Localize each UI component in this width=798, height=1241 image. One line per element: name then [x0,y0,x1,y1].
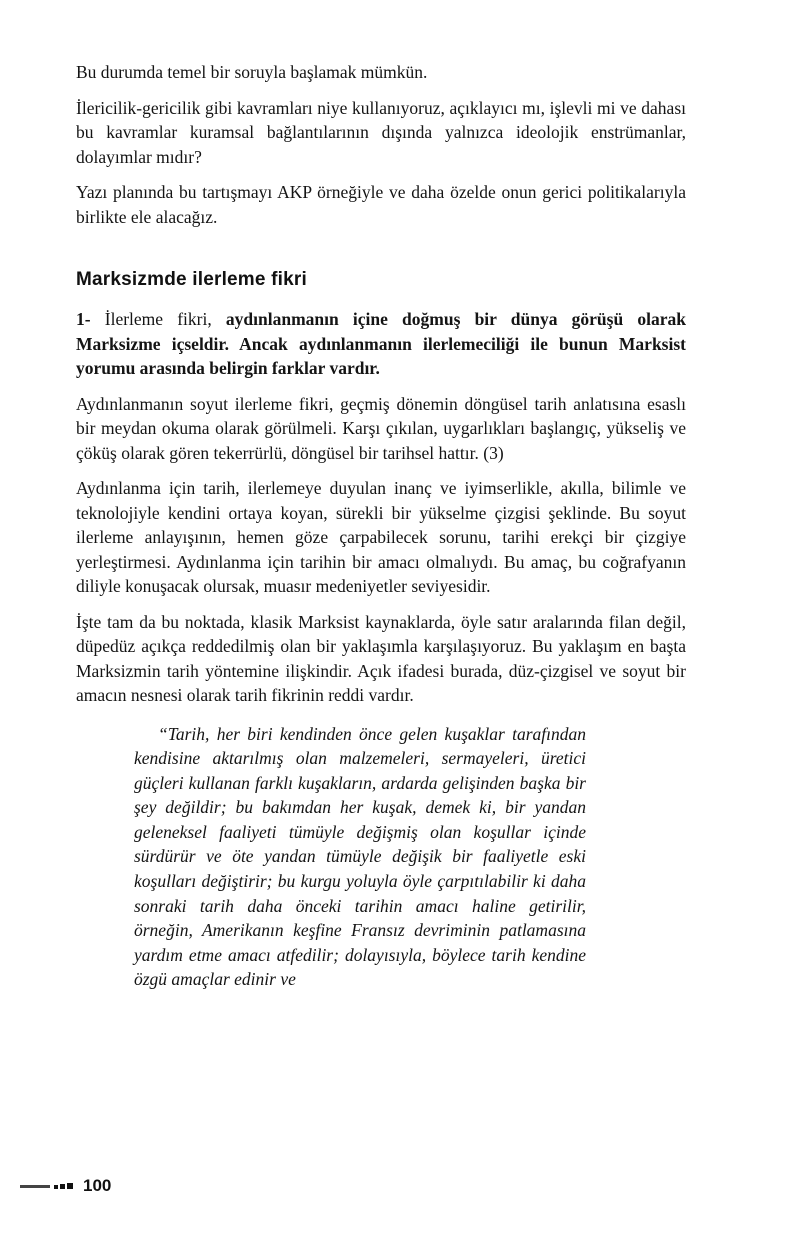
paragraph-question: İlericilik-gericilik gibi kavramları niye kullanıyoruz, açıklayıcı mı, işlevli mi ve dahası bu kavramlar kuramsal bağlantılarının dışında yalnızca ideolojik enstrümanlar, dolayımlar mıdır? [76,97,686,167]
thesis-lead: İlerleme fikri, [104,309,226,329]
paragraph-history-line: Aydınlanma için tarih, ilerlemeye duyulan inanç ve iyimserlikle, akılla, bilimle ve teknolojiyle kendini ortaya koyan, sürekli bir yükselme çizgisi şeklinde. Bu soyut ilerleme anlayışının, hemen göze çarpabilecek sorunu, tarihi erekçi bir çizgiye yerleştirmesi. Aydınlanma için tarihin bir amacı olmalıydı. Bu amaç, bu coğrafyanın diliyle konuşacak olursak, muasır medeniyetler seviyesidir. [76,478,686,596]
page-number: 100 [83,1176,112,1195]
paragraph-enlightenment-abstract: Aydınlanmanın soyut ilerleme fikri, geçmiş dönemin döngüsel tarih anlatısına esaslı bir meydan okuma olarak görülmeli. Karşı çıkılan, uygarlıkları başlangıç, yükseliş ve çöküş olarak gören tekerrürlü, döngüsel bir tarihsel hattır. (3) [76,393,686,463]
thesis-bold-text: aydınlanmanın içine doğmuş bir dünya görüşü olarak Marksizme içseldir. Ancak aydınlanmanın ilerlemeciliği ile bunun Marksist yorumu arasında belirgin farklar vardır. [76,309,686,378]
paragraph-marxist-rejection: İşte tam da bu noktada, klasik Marksist kaynaklarda, öyle satır aralarında filan değil, düpedüz açıkça reddedilmiş olan bir yaklaşımla karşılaşıyoruz. Bu yaklaşım en başta Marksizmin tarih yöntemine ilişkindir. Açık ifadesi burada, düz-çizgisel ve soyut bir amacın nesnesi olarak tarih fikrinin reddi vardır. [76,611,686,705]
paragraph-plan: Yazı planında bu tartışmayı AKP örneğiyle ve daha özelde onun gerici politikalarıyla birlikte ele alacağız. [76,182,686,227]
section-heading: Marksizmde ilerleme fikri [76,269,307,290]
text-block [76,60,686,992]
footer-rule-icon [20,1185,50,1188]
paragraph-numbered-thesis [76,307,686,381]
thesis-number: 1- [76,309,105,329]
page-footer [20,1176,111,1196]
footer-squares-icon [54,1183,73,1189]
paragraph-intro: Bu durumda temel bir soruyla başlamak mümkün. [76,62,428,82]
blockquote-marx-quote: “Tarih, her biri kendinden önce gelen kuşaklar tarafından kendisine aktarılmış olan malzemeleri, sermayeleri, üretici güçleri kullanan farklı kuşakların, ardarda gelişinden başka bir şey değildir; bu bakımdan her kuşak, demek ki, bir yandan geleneksel faaliyeti tümüyle değişmiş olan koşullar içinde sürdürür ve öte yandan tümüyle değişik bir faaliyetle eski koşulları değiştirir; bu kurgu yoluyla öyle çarpıtılabilir ki daha sonraki tarih daha önceki tarihin amacı haline getirilir, örneğin, Amerikanın keşfine Fransız devriminin patlamasına yardım etme amacı atfedilir; dolayısıyla, böylece tarih kendine özgü amaçlar edinir ve [134,723,586,990]
